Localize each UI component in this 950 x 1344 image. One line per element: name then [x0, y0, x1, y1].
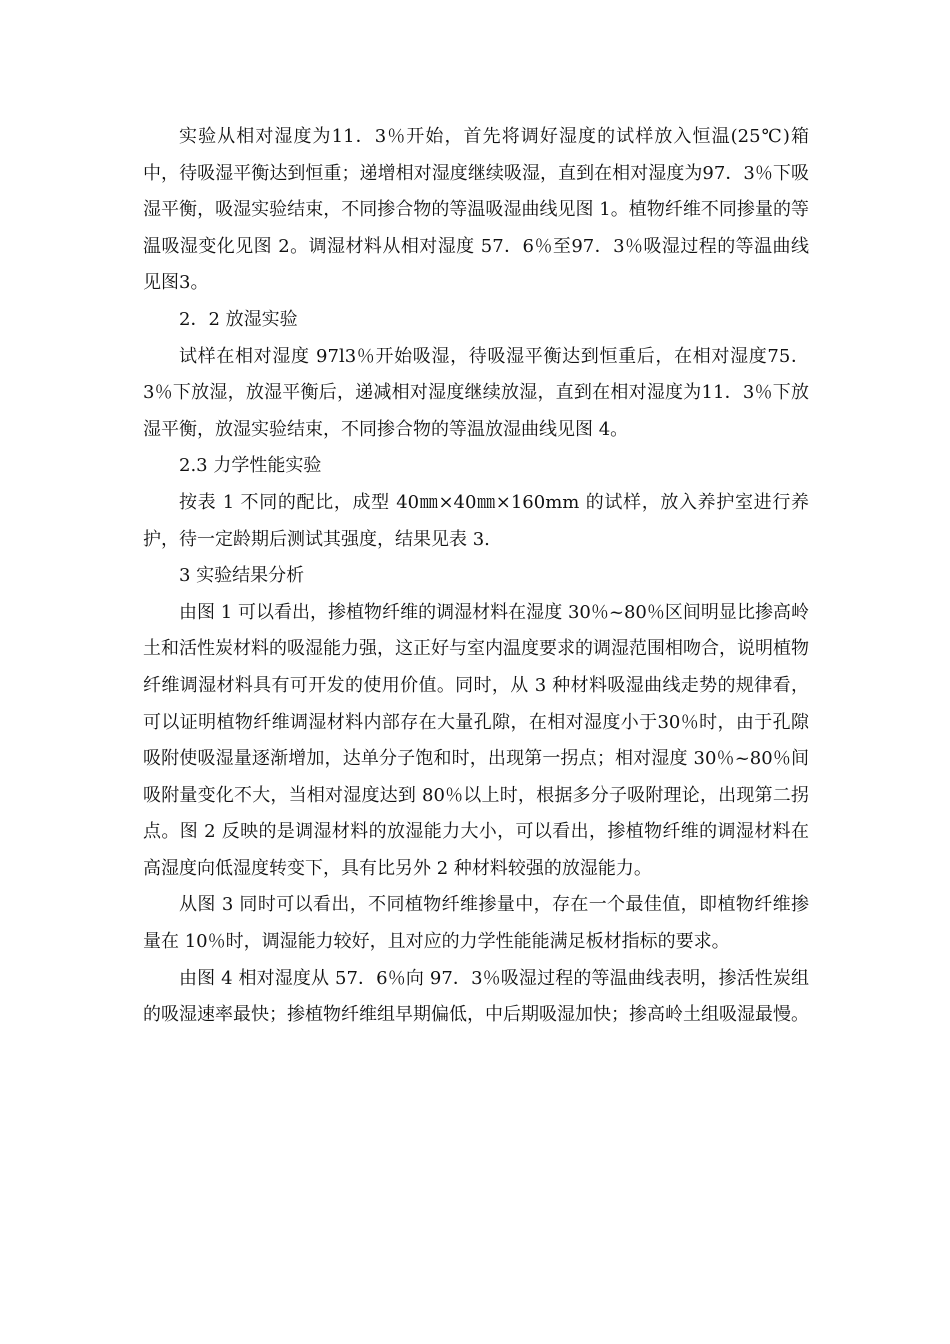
document-body: [143, 119, 809, 1034]
section-heading-3: 3 实验结果分析: [179, 565, 305, 587]
paragraph-mechanical: 按表 1 不同的配比，成型 40㎜×40㎜×160mm 的试样，放入养护室进行养护，待一定龄期后测试其强度，结果见表 3.: [143, 491, 809, 550]
paragraph-desorption: 试样在相对湿度 97l3％开始吸湿，待吸湿平衡达到恒重后，在相对湿度75．3％下放湿，放湿平衡后，递减相对湿度继续放湿，直到在相对湿度为11．3％下放湿平衡，放湿实验结束，不同掺合物的等温放湿曲线见图 4。: [143, 345, 809, 440]
paragraph-analysis-fig3: 从图 3 同时可以看出，不同植物纤维掺量中，存在一个最佳值，即植物纤维掺量在 10％时，调湿能力较好，且对应的力学性能能满足板材指标的要求。: [143, 894, 809, 953]
paragraph-humidity-absorption: 实验从相对湿度为11．3％开始，首先将调好湿度的试样放入恒温(25℃)箱中，待吸湿平衡达到恒重；递增相对湿度继续吸湿，直到在相对湿度为97．3％下吸湿平衡，吸湿实验结束，不同掺合物的等温吸湿曲线见图 1。植物纤维不同掺量的等温吸湿变化见图 2。调湿材料从相对湿度 57．6％至97．3％吸湿过程的等温曲线见图3。: [143, 126, 809, 294]
paragraph-analysis-fig4: 由图 4 相对湿度从 57．6％向 97．3％吸湿过程的等温曲线表明，掺活性炭组的吸湿速率最快；掺植物纤维组早期偏低，中后期吸湿加快；掺高岭土组吸湿最慢。: [143, 967, 809, 1026]
section-heading-2-3: 2.3 力学性能实验: [179, 455, 322, 477]
section-heading-2-2: 2．2 放湿实验: [179, 308, 298, 330]
paragraph-analysis-fig1-fig2: 由图 1 可以看出，掺植物纤维的调湿材料在湿度 30％~80％区间明显比掺高岭土和活性炭材料的吸湿能力强，这正好与室内温度要求的调湿范围相吻合，说明植物纤维调湿材料具有可开发的使用价值。同时，从 3 种材料吸湿曲线走势的规律看，可以证明植物纤维调湿材料内部存在大量孔隙，在相对湿度小于30％时，由于孔隙吸附使吸湿量逐渐增加，达单分子饱和时，出现第一拐点；相对湿度 30％~80％间吸附量变化不大，当相对湿度达到 80％以上时，根据多分子吸附理论，出现第二拐点。图 2 反映的是调湿材料的放湿能力大小，可以看出，掺植物纤维的调湿材料在高湿度向低湿度转变下，具有比另外 2 种材料较强的放湿能力。: [143, 601, 809, 879]
